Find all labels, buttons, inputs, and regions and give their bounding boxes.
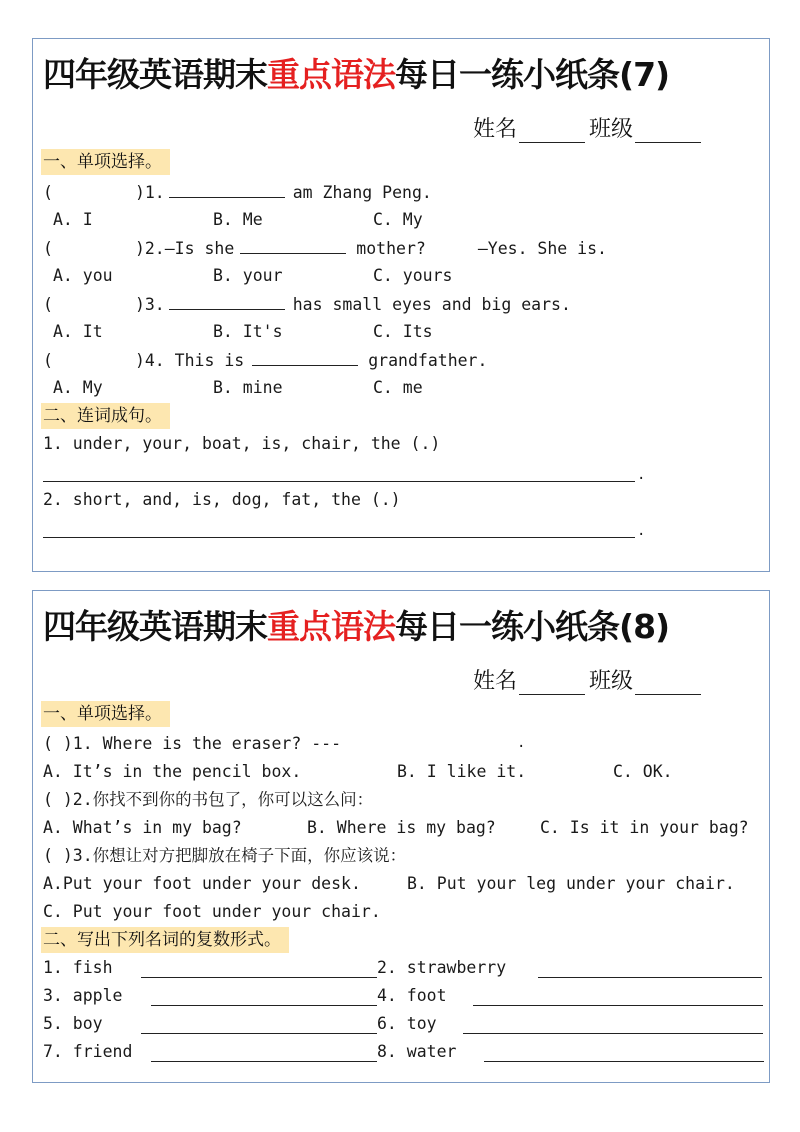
options-1: A. It’s in the pencil box. B. I like it. C. OK. [43, 762, 673, 781]
answer-blank[interactable] [538, 977, 762, 978]
section-heading-plural: 二、写出下列名词的复数形式。 [41, 927, 289, 953]
word-label: 5. boy [43, 1014, 103, 1033]
card-title: 四年级英语期末重点语法每日一练小纸条(8) [43, 607, 670, 646]
word-label: 6. toy [377, 1014, 437, 1033]
answer-blank[interactable] [252, 349, 358, 366]
worksheet-card-8 [32, 590, 770, 1083]
plural-row [43, 1013, 763, 1035]
question-3: ( )3. has small eyes and big ears. [43, 295, 571, 314]
word-label: 1. fish [43, 958, 113, 977]
answer-blank[interactable] [169, 293, 285, 310]
sentence-2: 2. short, and, is, dog, fat, the (.) [43, 490, 401, 509]
class-label: 班级 [589, 117, 634, 142]
word-label: 7. friend [43, 1042, 133, 1061]
question-4: ( )4. This is grandfather. [43, 351, 488, 370]
plural-row [43, 957, 763, 979]
options-1: A. I B. Me C. My [53, 210, 423, 229]
option-3c: C. Put your foot under your chair. [43, 902, 381, 921]
word-label: 3. apple [43, 986, 123, 1005]
question-1: ( )1. am Zhang Peng. [43, 183, 432, 202]
options-2: A. What’s in my bag? B. Where is my bag? C. Is it in your bag? [43, 818, 749, 837]
plural-row [43, 1041, 763, 1063]
answer-blank[interactable] [473, 1005, 763, 1006]
name-blank[interactable] [519, 674, 585, 695]
card-title: 四年级英语期末重点语法每日一练小纸条(7) [43, 55, 670, 94]
worksheet-card-7 [32, 38, 770, 572]
name-class-field [473, 112, 705, 143]
name-label: 姓名 [473, 669, 518, 694]
options-2: A. you B. your C. yours [53, 266, 453, 285]
answer-blank[interactable] [240, 237, 346, 254]
name-label: 姓名 [473, 117, 518, 142]
answer-line[interactable] [43, 480, 635, 482]
section-heading-choice: 一、单项选择。 [41, 149, 170, 175]
options-4: A. My B. mine C. me [53, 378, 423, 397]
options-3: A.Put your foot under your desk. B. Put your leg under your chair. [43, 874, 735, 893]
name-blank[interactable] [519, 122, 585, 143]
options-3: A. It B. It's C. Its [53, 322, 433, 341]
question-2: ( )2.你找不到你的书包了，你可以这么问： [43, 790, 374, 809]
section-heading-choice: 一、单项选择。 [41, 701, 170, 727]
answer-blank[interactable] [484, 1061, 764, 1062]
class-label: 班级 [589, 669, 634, 694]
answer-blank[interactable] [141, 1033, 377, 1034]
word-label: 4. foot [377, 986, 447, 1005]
answer-blank[interactable] [151, 1061, 377, 1062]
answer-blank[interactable] [463, 1033, 763, 1034]
section-heading-sentence: 二、连词成句。 [41, 403, 170, 429]
class-blank[interactable] [635, 674, 701, 695]
period: . [517, 735, 526, 751]
name-class-field [473, 664, 705, 695]
word-label: 8. water [377, 1042, 457, 1061]
answer-blank[interactable] [151, 1005, 377, 1006]
question-1: ( )1. Where is the eraser? --- [43, 734, 342, 753]
period: . [637, 523, 646, 539]
answer-blank[interactable] [169, 181, 285, 198]
plural-row [43, 985, 763, 1007]
word-label: 2. strawberry [377, 958, 507, 977]
question-3: ( )3.你想让对方把脚放在椅子下面，你应该说： [43, 846, 407, 865]
class-blank[interactable] [635, 122, 701, 143]
period: . [637, 467, 646, 483]
question-2: ( )2.—Is she mother? —Yes. She is. [43, 239, 607, 258]
sentence-1: 1. under, your, boat, is, chair, the (.) [43, 434, 441, 453]
answer-blank[interactable] [141, 977, 377, 978]
answer-line[interactable] [43, 536, 635, 538]
